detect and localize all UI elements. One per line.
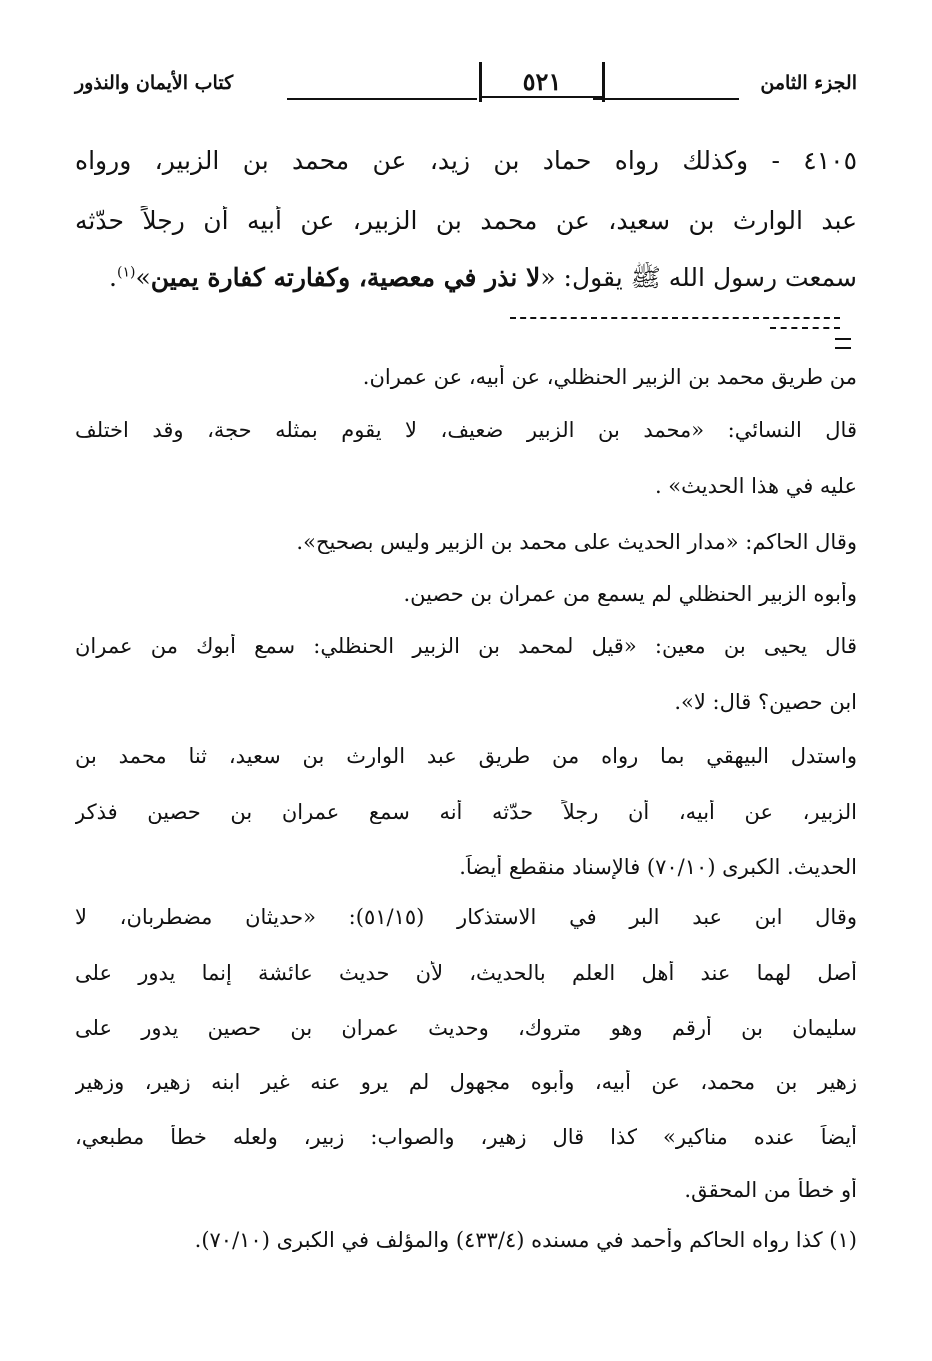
note-line-16: أو خطأ من المحقق. [684,1178,857,1202]
note-line-5: وأبوه الزبير الحنظلي لم يسمع من عمران بن حصين. [403,582,857,606]
note-line-10: الحديث. الكبرى (٧٠/١٠) فالإسناد منقطع أيضاً. [459,855,857,879]
separator-dashes-1 [510,317,840,319]
note-line-2: قال النسائي: «محمد بن الزبير ضعيف، لا يقوم بمثله حجة، وقد اختلف [75,418,857,442]
note-line-15: أيضاً عنده مناكير» كذا قال زهير، والصواب: زبير، ولعله خطأ مطبعي، [75,1125,857,1149]
note-line-7: ابن حصين؟ قال: لا». [674,690,857,714]
note-line-9: الزبير، عن أبيه، أن رجلاً حدّثه أنه سمع عمران بن حصين فذكر [75,800,857,824]
note-line-11: وقال ابن عبد البر في الاستذكار (٥١/١٥): «حديثان مضطربان، لا [75,905,857,929]
part-label: الجزء الثامن [760,72,857,94]
main-line-3-text: سمعت رسول الله ﷺ يقول: « [540,263,857,292]
footnote-1: (١) كذا رواه الحاكم وأحمد في مسنده (٤٣٣/٤) والمؤلف في الكبرى (٧٠/١٠). [194,1228,857,1252]
note-line-12: أصل لهما عند أهل العلم بالحديث، لأن حديث عائشة إنما يدور على [75,961,857,985]
note-line-3: عليه في هذا الحديث» . [654,474,857,498]
continuation-mark [835,338,851,349]
note-line-14: زهير بن محمد، عن أبيه، وأبوه مجهول لم يرو عنه غير ابنه زهير، وزهير [75,1070,857,1094]
note-line-13: سليمان بن أرقم وهو متروك، وحديث عمران بن حصين يدور على [75,1016,857,1040]
sentence-end: . [109,263,117,292]
quote-close: » [135,263,151,292]
header-rule-right [593,98,739,100]
note-line-4: وقال الحاكم: «مدار الحديث على محمد بن الزبير وليس بصحيح». [296,530,857,554]
note-line-8: واستدل البيهقي بما رواه من طريق عبد الوارث بن سعيد، ثنا محمد بن [75,744,857,768]
note-line-1: من طريق محمد بن الزبير الحنظلي، عن أبيه، عن عمران. [362,365,857,389]
footnote-ref: (١) [116,264,136,281]
note-line-6: قال يحيى بن معين: «قيل لمحمد بن الزبير الحنظلي: سمع أبوك من عمران [75,634,857,658]
header-rule-left [287,98,477,100]
hadith-quote: لا نذر في معصية، وكفارته كفارة يمين [150,263,541,292]
page-number: ٥٢١ [522,67,562,96]
main-line-1: ٤١٠٥ - وكذلك رواه حماد بن زيد، عن محمد بن الزبير، ورواه [75,146,857,175]
page-header [75,62,857,112]
main-line-2: عبد الوارث بن سعيد، عن محمد بن الزبير، عن أبيه أن رجلاً حدّثه [75,206,857,235]
book-title: كتاب الأيمان والنذور [75,72,234,94]
page-number-box [479,62,605,102]
page-number-underline [482,96,602,98]
main-line-3 [75,262,857,299]
separator-dashes-2 [770,327,840,329]
